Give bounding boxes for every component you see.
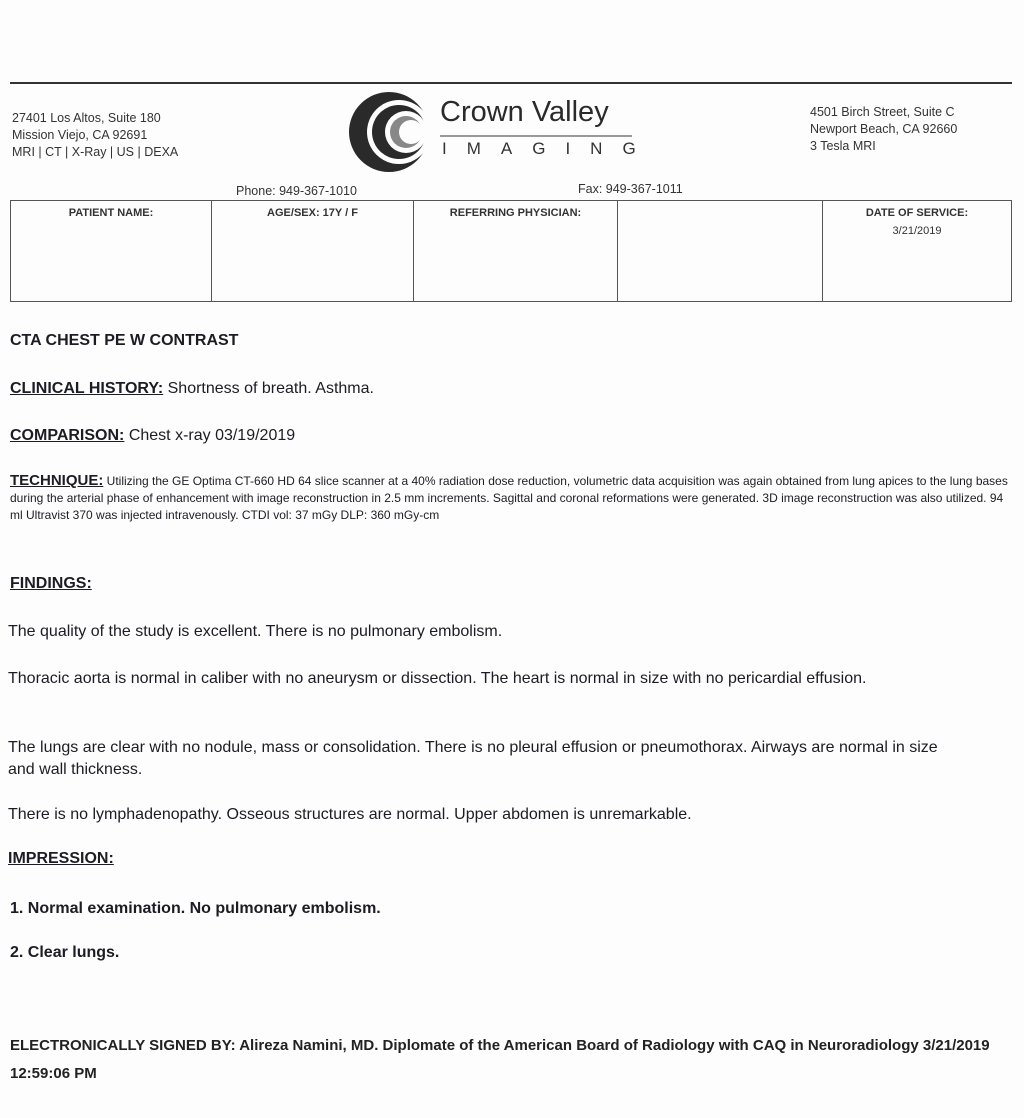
- age-sex-cell: [212, 201, 414, 302]
- comparison: [10, 427, 295, 445]
- date-label: DATE OF SERVICE:: [865, 207, 969, 219]
- date-cell: [823, 201, 1012, 302]
- finding-4: There is no lymphadenopathy. Osseous structures are normal. Upper abdomen is unremarkable.: [8, 806, 692, 823]
- address-line: Mission Viejo, CA 92691: [12, 128, 148, 142]
- report-title: CTA CHEST PE W CONTRAST: [10, 332, 239, 349]
- crown-valley-logo-icon: [345, 88, 433, 176]
- clinical-history-label: CLINICAL HISTORY:: [10, 380, 164, 397]
- electronic-signature: ELECTRONICALLY SIGNED BY: Alireza Namini, MD. Diplomate of the American Board of Radiology with CAQ in Neuroradiology 3/21/2019 12:59:06 PM: [10, 1037, 990, 1082]
- address-line: 27401 Los Altos, Suite 180: [12, 111, 161, 125]
- patient-name-label: PATIENT NAME:: [68, 207, 154, 219]
- impression-2: 2. Clear lungs.: [10, 944, 120, 961]
- phone: Phone: 949-367-1010: [236, 184, 357, 198]
- findings-label: FINDINGS:: [10, 575, 92, 592]
- referring-cell: [414, 201, 618, 302]
- brand-subtitle: IMAGING: [442, 139, 656, 158]
- finding-2: Thoracic aorta is normal in caliber with no aneurysm or dissection. The heart is normal in size with no pericardial effusion.: [8, 670, 867, 687]
- patient-info-table: [10, 200, 1012, 302]
- age-sex: AGE/SEX: 17Y / F: [267, 207, 358, 219]
- brand-name: Crown Valley: [440, 96, 609, 128]
- address-line: 3 Tesla MRI: [810, 139, 876, 153]
- technique-label: TECHNIQUE:: [10, 472, 104, 489]
- referring-physician-label: REFERRING PHYSICIAN:: [449, 207, 582, 219]
- finding-3: The lungs are clear with no nodule, mass or consolidation. There is no pleural effusion or pneumothorax. Airways are normal in size and wall thickness.: [8, 739, 938, 778]
- technique-text: Utilizing the GE Optima CT-660 HD 64 slice scanner at a 40% radiation dose reduction, volumetric data acquisition was again obtained from lung apices to the lung bases during the arterial phase of enhancement with image reconstruction in 2.5 mm increments. Sagittal and coronal reformations were generated. 3D image reconstruction was also utilized. 94 ml Ultravist 370 was injected intravenously. CTDI vol: 37 mGy DLP: 360 mGy-cm: [10, 474, 1008, 522]
- impression-1: 1. Normal examination. No pulmonary embolism.: [10, 900, 381, 917]
- address-line: Newport Beach, CA 92660: [810, 122, 958, 136]
- services-line: MRI | CT | X-Ray | US | DEXA: [12, 145, 179, 159]
- patient-name-cell: [11, 201, 212, 302]
- clinical-history-text: Shortness of breath. Asthma.: [163, 380, 374, 397]
- comparison-label: COMPARISON:: [10, 427, 125, 444]
- header-rule: [10, 82, 1012, 84]
- blank-cell: [618, 201, 823, 302]
- clinical-history: [10, 380, 374, 398]
- technique: [10, 472, 1010, 524]
- brand-divider: [440, 135, 632, 137]
- address-line: 4501 Birch Street, Suite C: [810, 105, 955, 119]
- right-address: [810, 104, 957, 155]
- finding-1: The quality of the study is excellent. There is no pulmonary embolism.: [8, 623, 503, 640]
- impression-label: IMPRESSION:: [8, 850, 114, 867]
- date-value: 3/21/2019: [892, 225, 942, 237]
- comparison-text: Chest x-ray 03/19/2019: [124, 427, 296, 444]
- fax: Fax: 949-367-1011: [578, 182, 683, 196]
- left-address: [12, 110, 178, 161]
